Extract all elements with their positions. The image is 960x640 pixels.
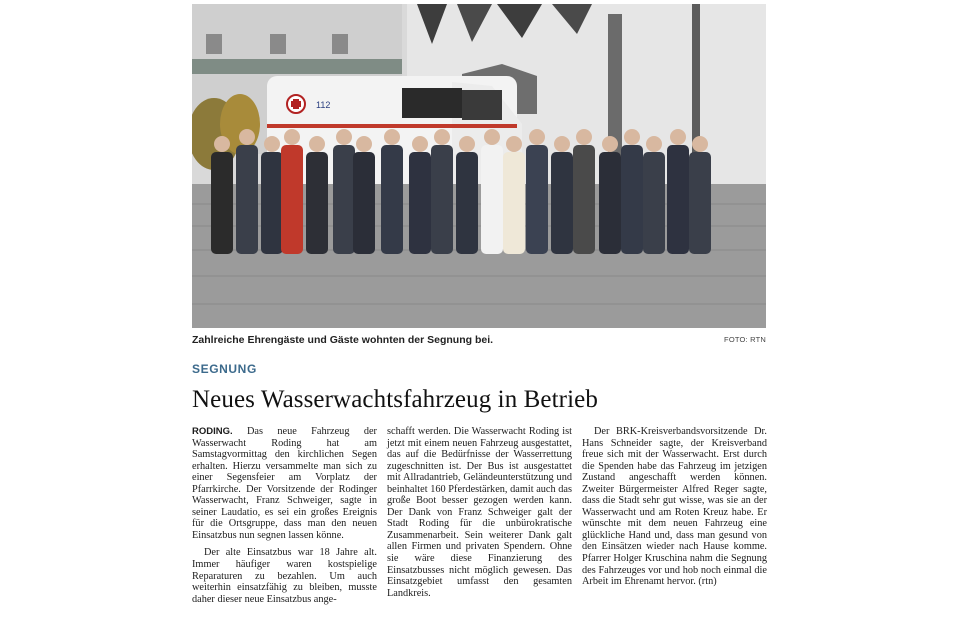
vehicle-number: 112 (316, 100, 331, 110)
article-column-1 (192, 426, 377, 605)
photo-caption (192, 334, 766, 348)
article-headline: Neues Wasserwachtsfahrzeug in Betrieb (192, 386, 598, 413)
photo-credit: FOTO: RTN (724, 335, 766, 344)
caption-text: Zahlreiche Ehrengäste und Gäste wohnten der Segnung bei. (192, 334, 494, 346)
article-column-3 (582, 426, 767, 588)
dateline: RODING. (192, 426, 233, 437)
article-paragraph (192, 426, 377, 541)
paragraph-text: Das neue Fahrzeug der Wasserwacht Roding hat am Samstagvormittag den kirchlichen Segen erhalten. Hierzu versammelte man sich zu einer Segensfeier am Vorplatz der Pfarrkirche. Der Vorsitzende der Rodinger Wasserwacht, Franz Schweiger, sagte in seiner Laudatio, es sei ein großes Ereignis für die Ortsgruppe, dass man den neuen Einsatzbus nun segnen lassen könne. (192, 426, 377, 541)
group-photo (192, 4, 766, 328)
article-kicker: SEGNUNG (192, 362, 257, 376)
article-paragraph: Der alte Einsatzbus war 18 Jahre alt. Immer häufiger waren kostspielige Reparaturen zu bezahlen. Um auch weiterhin einsatzfähig zu bleiben, musste daher dieser neue Einsatzbus ange- (192, 547, 377, 605)
article-paragraph: Der BRK-Kreisverbandsvorsitzende Dr. Hans Schneider sagte, der Kreisverband freue sich mit der Wasserwacht. Erst durch die Spenden habe das Fahrzeug im jetzigen Zustand angeschafft werden können. Zweiter Bürgermeister Alfred Reger sagte, dass die Stadt sehr gut wisse, was sie an der Wasserwacht und am Roten Kreuz habe. Er wünschte mit dem neuen Fahrzeug eine glückliche Hand und, dass man gesund von den Einsätzen wieder nach Hause komme. Pfarrer Holger Kruschina nahm die Segnung des Fahrzeuges vor und hob noch einmal die Arbeit im Ehrenamt hervor. (rtn) (582, 426, 767, 588)
article-column-2 (387, 426, 572, 599)
article-paragraph: schafft werden. Die Wasserwacht Roding ist jetzt mit einem neuen Fahrzeug ausgestattet, das auf die Bedürfnisse der Wasserrettung zugeschnitten ist. Der Bus ist ausgestattet mit Allradantrieb, Geländeunterstützung und beinhaltet 160 Pferdestärken, damit auch das große Boot besser gezogen werden kann. Der Dank von Franz Schweiger galt der Stadt Roding für die unbürokratische Zusammenarbeit. Sein weiterer Dank galt allen Firmen und privaten Spendern. Ohne sie wäre diese Finanzierung des Einsatzbusses nicht möglich gewesen. Das Einsatzgebiet umfasst den gesamten Landkreis. (387, 426, 572, 599)
